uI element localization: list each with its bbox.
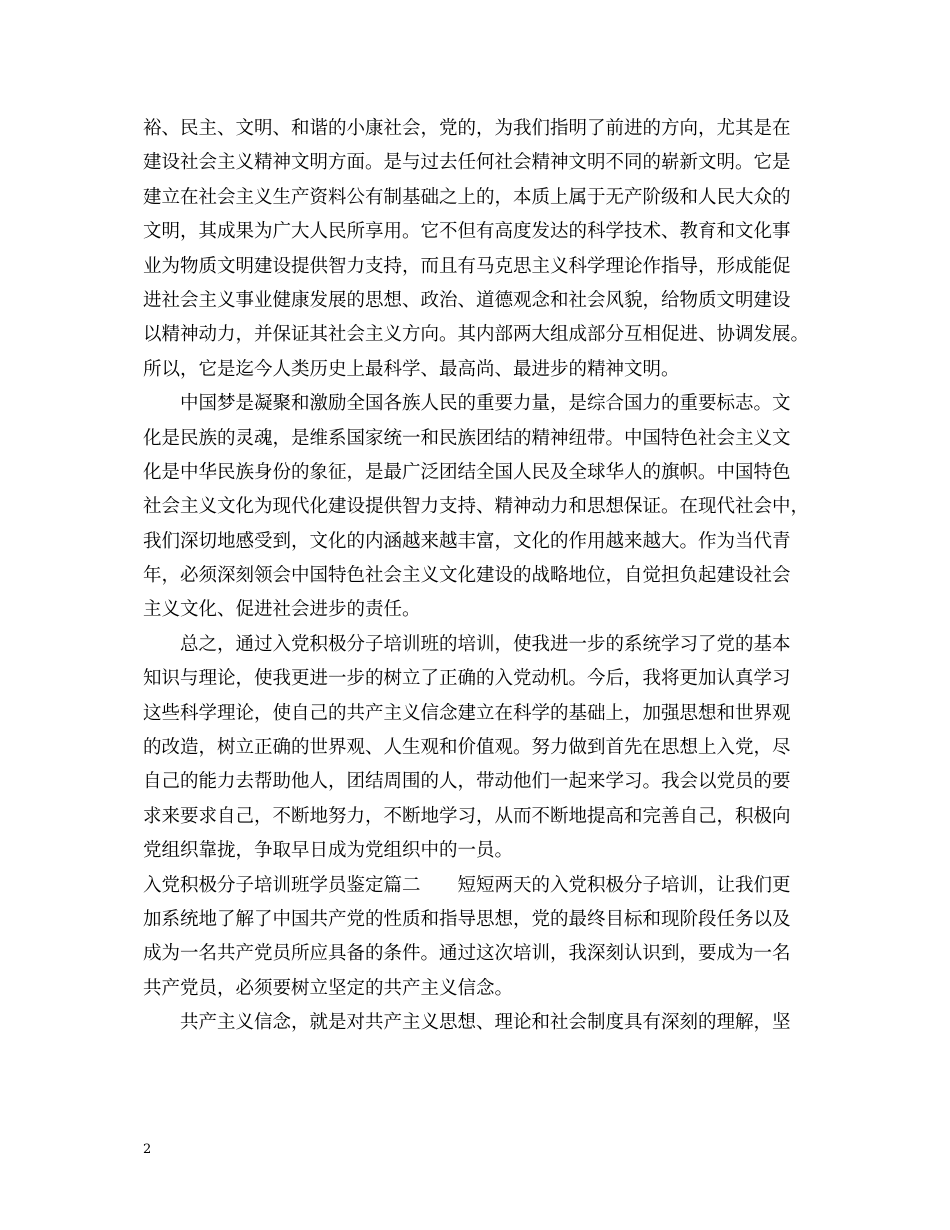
text-line: 的改造，树立正确的世界观、人生观和价值观。努力做到首先在思想上入党，尽 [143,737,791,759]
text-line: 所以，它是迄今人类历史上最科学、最高尚、最进步的精神文明。 [143,358,680,380]
text-line: 成为一名共产党员所应具备的条件。通过这次培训，我深刻认识到，要成为一名 [143,943,791,965]
page-number: 2 [143,1142,152,1157]
text-line: 求来要求自己，不断地努力，不断地学习，从而不断地提高和完善自己，积极向 [143,805,791,827]
text-line: 建设社会主义精神文明方面。是与过去任何社会精神文明不同的崭新文明。它是 [143,152,791,174]
text-line: 我们深切地感受到，文化的内涵越来越丰富，文化的作用越来越大。作为当代青 [143,530,791,552]
text-line: 总之，通过入党积极分子培训班的培训，使我进一步的系统学习了党的基本 [180,633,791,655]
text-line: 社会主义文化为现代化建设提供智力支持、精神动力和思想保证。在现代社会中， [143,496,810,518]
text-line: 中国梦是凝聚和激励全国各族人民的重要力量，是综合国力的重要标志。文 [180,393,791,415]
text-line: 共产党员，必须要树立坚定的共产主义信念。 [143,977,514,999]
text-line: 建立在社会主义生产资料公有制基础之上的，本质上属于无产阶级和人民大众的 [143,186,791,208]
text-line: 加系统地了解了中国共产党的性质和指导思想，党的最终目标和现阶段任务以及 [143,908,791,930]
text-line: 党组织靠拢，争取早日成为党组织中的一员。 [143,840,514,862]
text-line: 自己的能力去帮助他人，团结周围的人，带动他们一起来学习。我会以党员的要 [143,771,791,793]
text-line: 裕、民主、文明、和谐的小康社会，党的，为我们指明了前进的方向，尤其是在 [143,118,791,139]
text-line: 主义文化、促进社会进步的责任。 [143,599,421,621]
text-line: 进社会主义事业健康发展的思想、政治、道德观念和社会风貌，给物质文明建设 [143,289,791,311]
text-line: 年，必须深刻领会中国特色社会主义文化建设的战略地位，自觉担负起建设社会 [143,565,791,587]
section-heading-line: 入党积极分子培训班学员鉴定篇二 短短两天的入党积极分子培训，让我们更 [143,874,791,896]
text-line: 这些科学理论，使自己的共产主义信念建立在科学的基础上，加强思想和世界观 [143,702,791,724]
text-line: 业为物质文明建设提供智力支持，而且有马克思主义科学理论作指导，形成能促 [143,255,791,277]
text-line: 文明，其成果为广大人民所享用。它不但有高度发达的科学技术、教育和文化事 [143,221,791,243]
text-line: 知识与理论，使我更进一步的树立了正确的入党动机。今后，我将更加认真学习 [143,668,791,690]
text-line: 化是民族的灵魂，是维系国家统一和民族团结的精神纽带。中国特色社会主义文 [143,427,791,449]
text-line: 共产主义信念，就是对共产主义思想、理论和社会制度具有深刻的理解，坚 [180,1012,791,1034]
body-text [143,112,811,1041]
text-line: 化是中华民族身份的象征，是最广泛团结全国人民及全球华人的旗帜。中国特色 [143,461,791,483]
text-line: 以精神动力，并保证其社会主义方向。其内部两大组成部分互相促进、协调发展。 [143,324,810,346]
